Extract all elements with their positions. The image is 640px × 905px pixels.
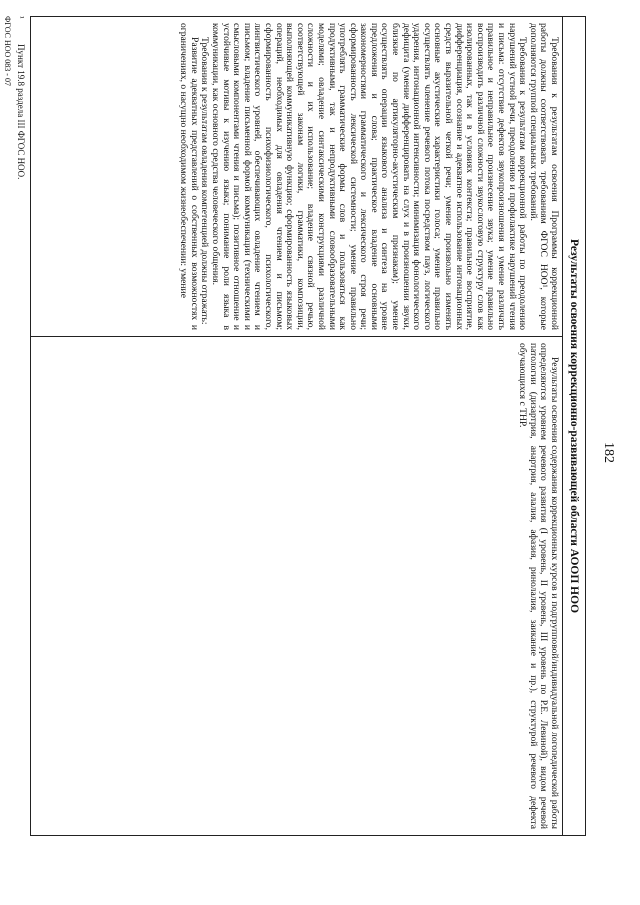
left-column (31, 17, 562, 337)
footnote-text: Пункт 19.8 раздела III ФГОС НОО. (16, 44, 26, 180)
left-paragraph-1: Требования к результатам освоения Программы коррекционной работы должны соответствовать требованиям ФГОС НОО¹, которые дополняются группой специальных требований. (527, 23, 560, 330)
left-paragraph-4: Развитие адекватных представлений о собственных возможностях и ограничениях, о насущно необходимом жизнеобеспечении: умение (178, 23, 200, 330)
results-table (30, 16, 586, 836)
right-paragraph-1: Результаты освоения содержания коррекционных курсов и подгрупповой/индивидуальной логопедической работы определяются уровнем речевого развития (I уровень, II уровень, III уровень по Р.Е. Левиной), видом речевой патологии (дизартрия, анартрия, алалия, афазия, ринолалия, заикание и пр.), структурой речевого дефекта обучающихся с ТНР. (517, 343, 560, 829)
left-paragraph-2: Требования к результатам коррекционной работы по преодолению нарушений устной речи, преодолению и профилактике нарушений чтения и письма: отсутствие дефектов звукопроизношения и умение различать правильное и неправильное произнесение звука; умение правильно воспроизводить различной сложности звукослоговую структуру слов как изолированных, так и в условиях контекста; правильное восприятие, дифференциация, осознание и адекватное использование интонационных средств выразительной четкой речи; умение произвольно изменять основные акустические характеристики голоса; умение правильно осуществлять членение речевого потока посредством пауз, логического ударения, интонационной интенсивности; минимизация фонологического дефицита (умение дифференцировать на слух и в произношении звуки, близкие по артикуляторно-акустическим признакам); умение осуществлять операции языкового анализа и синтеза на уровне предложения и слова; практическое владение основными закономерностями грамматического и лексического строя речи; сформированность лексической системности; умение правильно употреблять грамматические формы слов и пользоваться как продуктивными, так и непродуктивными словообразовательными моделями; овладение синтаксическими конструкциями различной сложности и их использование; владение связной речью, соответствующей законам логики, грамматики, композиции, выполняющей коммуникативную функцию; сформированность языковых операций, необходимых для овладения чтением и письмом; сформированность психофизиологического, психологического, лингвистического уровней, обеспечивающих овладение чтением и письмом; владение письменной формой коммуникации (техническими и смысловыми компонентами чтения и письма); позитивное отношение и устойчивые мотивы к изучению языка; понимание роли языка в коммуникации, как основного средства человеческого общения. (210, 23, 529, 330)
footnote (16, 16, 26, 179)
page-number: 182 (601, 442, 616, 463)
right-column (31, 337, 562, 835)
footnote-marker: ¹ (16, 16, 26, 19)
left-paragraph-3: Требования к результатам овладения компетенцией должны отражать: (199, 37, 211, 325)
footer-code: ФГОС НОО 083 - 07 (3, 16, 12, 86)
table-columns (31, 17, 562, 835)
table-title: Результаты освоения коррекционно-развивающей области АООП НОО (562, 17, 585, 835)
